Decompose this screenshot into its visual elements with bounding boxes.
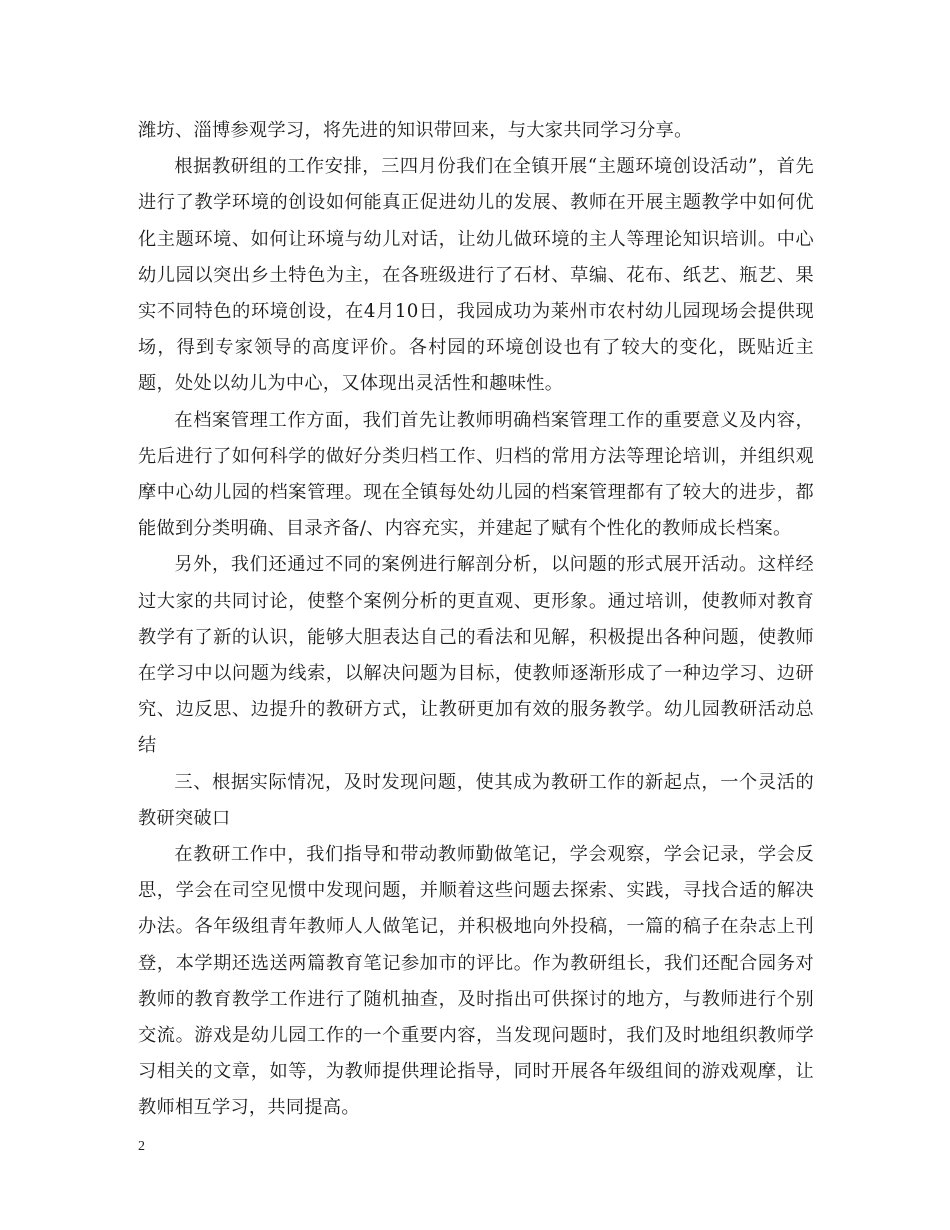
paragraph-1: 潍坊、淄博参观学习，将先进的知识带回来，与大家共同学习分享。 [138, 120, 693, 141]
section-heading-3: 三、根据实际情况，及时发现问题，使其成为教研工作的新起点，一个灵活的教研突破口 [138, 771, 814, 829]
paragraph-6: 在教研工作中，我们指导和带动教师勤做笔记，学会观察，学会记录，学会反思，学会在司空见惯中发现问题，并顺着这些问题去探索、实践，寻找合适的解决办法。各年级组青年教师人人做笔记，并积极地向外投稿，一篇的稿子在杂志上刊登，本学期还选送两篇教育笔记参加市的评比。作为教研组长，我们还配合园务对教师的教育教学工作进行了随机抽查，及时指出可供探讨的地方，与教师进行个别交流。游戏是幼儿园工作的一个重要内容，当发现问题时，我们及时地组织教师学习相关的文章，如等，为教师提供理论指导，同时开展各年级组间的游戏观摩，让教师相互学习，共同提高。 [138, 844, 814, 1119]
paragraph-3: 在档案管理工作方面，我们首先让教师明确档案管理工作的重要意义及内容，先后进行了如何科学的做好分类归档工作、归档的常用方法等理论培训，并组织观摩中心幼儿园的档案管理。现在全镇每处幼儿园的档案管理都有了较大的进步，都能做到分类明确、目录齐备/、内容充实，并建起了赋有个性化的教师成长档案。 [138, 409, 814, 540]
paragraph-2: 根据教研组的工作安排，三四月份我们在全镇开展“主题环境创设活动”，首先进行了教学环境的创设如何能真正促进幼儿的发展、教师在开展主题教学中如何优化主题环境、如何让环境与幼儿对话，让幼儿做环境的主人等理论知识培训。中心幼儿园以突出乡土特色为主，在各班级进行了石材、草编、花布、纸艺、瓶艺、果实不同特色的环境创设，在4月10日，我园成功为莱州市农村幼儿园现场会提供现场，得到专家领导的高度评价。各村园的环境创设也有了较大的变化，既贴近主题，处处以幼儿为中心，又体现出灵活性和趣味性。 [138, 156, 814, 395]
document-body [138, 113, 814, 1127]
page-number: 2 [138, 1139, 145, 1154]
paragraph-4: 另外，我们还通过不同的案例进行解剖分析，以问题的形式展开活动。这样经过大家的共同讨论，使整个案例分析的更直观、更形象。通过培训，使教师对教育教学有了新的认识，能够大胆表达自己的看法和见解，积极提出各种问题，使教师在学习中以问题为线索，以解决问题为目标，使教师逐渐形成了一种边学习、边研究、边反思、边提升的教研方式，让教研更加有效的服务教学。幼儿园教研活动总结 [138, 554, 814, 757]
